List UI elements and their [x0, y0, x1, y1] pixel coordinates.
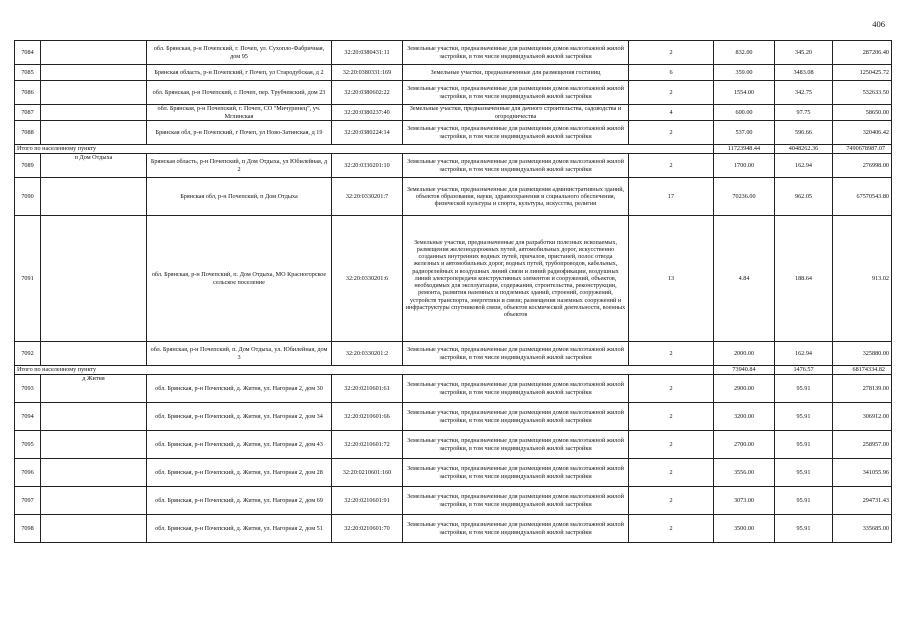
settlement-name — [41, 121, 147, 145]
record-number: 7089 — [15, 154, 41, 178]
table-row — [15, 65, 892, 81]
settlement-name: п Дом Отдыха — [41, 154, 147, 178]
land-use-type: Земельные участки, предназначенные для дачного строительства, садоводства и огородничества — [403, 105, 629, 121]
specific-value: 162.94 — [775, 342, 833, 366]
table-row — [15, 216, 892, 342]
area: 70236.00 — [714, 178, 775, 216]
table-row — [15, 121, 892, 145]
cadastral-value: 58650.00 — [833, 105, 892, 121]
registry-body — [15, 41, 892, 543]
record-number: 7088 — [15, 121, 41, 145]
use-group: 2 — [629, 81, 714, 105]
specific-value: 95.91 — [775, 375, 833, 403]
record-number: 7094 — [15, 403, 41, 431]
settlement-name — [41, 342, 147, 366]
use-group: 2 — [629, 431, 714, 459]
address: обл. Брянская, р-н Почепский, д. Житня, ул. Нагорная 2, дом 43 — [147, 431, 332, 459]
address: обл. Брянская, р-н Почепский, д. Житня, ул. Нагорная 2, дом 34 — [147, 403, 332, 431]
cadastral-number: 32:20:0210601:61 — [332, 375, 403, 403]
settlement-name — [41, 459, 147, 487]
table-row — [15, 154, 892, 178]
specific-value: 95.91 — [775, 459, 833, 487]
use-group: 2 — [629, 121, 714, 145]
record-number: 7086 — [15, 81, 41, 105]
total-area: 73940.84 — [714, 366, 775, 375]
total-value: 7490678987.07 — [833, 145, 892, 154]
cadastral-number: 32:20:0210601:91 — [332, 487, 403, 515]
settlement-name — [41, 403, 147, 431]
record-number: 7084 — [15, 41, 41, 65]
table-row — [15, 375, 892, 403]
cadastral-value: 532633.50 — [833, 81, 892, 105]
cadastral-number: 32:20:0330201:6 — [332, 216, 403, 342]
record-number: 7097 — [15, 487, 41, 515]
land-use-type: Земельные участки, предназначенные для размещения домов малоэтажной жилой застройки, в том числе индивидуальной жилой застройки — [403, 459, 629, 487]
address: обл. Брянская, р-н Почепский, г. Почеп, пер. Трубчевский, дом 23 — [147, 81, 332, 105]
land-use-type: Земельные участки, предназначенные для размещения гостиниц — [403, 65, 629, 81]
total-row — [15, 145, 892, 154]
cadastral-value: 278139.00 — [833, 375, 892, 403]
table-row — [15, 342, 892, 366]
total-row — [15, 366, 892, 375]
table-row — [15, 459, 892, 487]
address: Брянская обл, р-н Почепский, г Почеп, ул Ново-Затинская, д 19 — [147, 121, 332, 145]
record-number: 7085 — [15, 65, 41, 81]
land-use-type: Земельные участки, предназначенные для размещения административных зданий, объектов образования, науки, здравоохранения и социального обеспечения, физической культуры и спорта, культуры, искусства, религии — [403, 178, 629, 216]
specific-value: 345.20 — [775, 41, 833, 65]
cadastral-number: 32:20:0210601:72 — [332, 431, 403, 459]
specific-value: 95.91 — [775, 515, 833, 543]
cadastral-value: 1250425.72 — [833, 65, 892, 81]
record-number: 7092 — [15, 342, 41, 366]
cadastral-value: 276998.00 — [833, 154, 892, 178]
settlement-name — [41, 216, 147, 342]
land-use-type: Земельные участки, предназначенные для размещения домов малоэтажной жилой застройки, в том числе индивидуальной жилой застройки — [403, 487, 629, 515]
specific-value: 596.66 — [775, 121, 833, 145]
area: 2900.00 — [714, 375, 775, 403]
record-number: 7091 — [15, 216, 41, 342]
address: обл. Брянская, р-н Почепский, д. Житня, ул. Нагорная 2, дом 69 — [147, 487, 332, 515]
specific-value: 188.64 — [775, 216, 833, 342]
table-row — [15, 403, 892, 431]
land-use-type: Земельные участки, предназначенные для разработки полезных ископаемых, размещения железнодорожных путей, автомобильных дорог, искусственно созданных внутренних водных путей, причалов, пристаней, полос отвода железных и автомобильных дорог, водных путей, трубопроводов, кабельных, радиорелейных и воздушных линий связи и линий радиофикации, воздушных линий электропередачи конструктивных элементов и сооружений, объектов, необходимых для эксплуатации, содержания, строительства, реконструкции, ремонта, развития наземных и подземных зданий, строений, сооружений, устройств транспорта, энергетики и связи; размещения наземных сооружений и инфраструктуры спутниковой связи, объектов космической деятельности, военных объектов — [403, 216, 629, 342]
use-group: 13 — [629, 216, 714, 342]
table-row — [15, 41, 892, 65]
use-group: 17 — [629, 178, 714, 216]
specific-value: 97.75 — [775, 105, 833, 121]
cadastral-number: 32:20:0380224:14 — [332, 121, 403, 145]
cadastral-number: 32:20:0330201:7 — [332, 178, 403, 216]
area: 3200.00 — [714, 403, 775, 431]
use-group: 2 — [629, 154, 714, 178]
cadastral-number: 32:20:0380331:169 — [332, 65, 403, 81]
address: обл. Брянская, р-н Почепский, п. Дом Отдыха, МО Красногорское сельское поселение — [147, 216, 332, 342]
cadastral-value: 287206.40 — [833, 41, 892, 65]
cadastral-number: 32:20:0380431:11 — [332, 41, 403, 65]
use-group: 2 — [629, 375, 714, 403]
land-use-type: Земельные участки, предназначенные для размещения домов малоэтажной жилой застройки, в том числе индивидуальной жилой застройки — [403, 41, 629, 65]
record-number: 7095 — [15, 431, 41, 459]
settlement-name — [41, 81, 147, 105]
cadastral-number: 32:20:0380602:22 — [332, 81, 403, 105]
address: обл. Брянская, р-н Почепский, г. Почеп, ул. Сухопло-Фабричная, дом 95 — [147, 41, 332, 65]
area: 1700.00 — [714, 154, 775, 178]
area: 3556.00 — [714, 459, 775, 487]
use-group: 2 — [629, 342, 714, 366]
use-group: 2 — [629, 403, 714, 431]
specific-value: 962.05 — [775, 178, 833, 216]
cadastral-number: 32:20:0210601:160 — [332, 459, 403, 487]
specific-value: 162.94 — [775, 154, 833, 178]
cadastral-value: 320406.42 — [833, 121, 892, 145]
address: обл. Брянская, р-н Почепский, п. Дом Отдыха, ул. Юбилейная, дом 3 — [147, 342, 332, 366]
record-number: 7096 — [15, 459, 41, 487]
settlement-name — [41, 41, 147, 65]
use-group: 2 — [629, 41, 714, 65]
specific-value: 95.91 — [775, 431, 833, 459]
total-rate: 1476.57 — [775, 366, 833, 375]
cadastral-value: 294731.43 — [833, 487, 892, 515]
table-row — [15, 105, 892, 121]
table-row — [15, 81, 892, 105]
settlement-name — [41, 178, 147, 216]
total-area: 11723948.44 — [714, 145, 775, 154]
use-group: 2 — [629, 487, 714, 515]
use-group: 4 — [629, 105, 714, 121]
cadastral-value: 258957.00 — [833, 431, 892, 459]
settlement-name — [41, 105, 147, 121]
record-number: 7093 — [15, 375, 41, 403]
land-use-type: Земельные участки, предназначенные для размещения домов малоэтажной жилой застройки, в том числе индивидуальной жилой застройки — [403, 403, 629, 431]
area: 600.00 — [714, 105, 775, 121]
cadastral-number: 32:20:0210601:70 — [332, 515, 403, 543]
use-group: 6 — [629, 65, 714, 81]
cadastral-value: 306912.00 — [833, 403, 892, 431]
address: обл. Брянская, р-н Почепский, д. Житня, ул. Нагорная 2, дом 30 — [147, 375, 332, 403]
land-use-type: Земельные участки, предназначенные для размещения домов малоэтажной жилой застройки, в том числе индивидуальной жилой застройки — [403, 515, 629, 543]
land-use-type: Земельные участки, предназначенные для размещения домов малоэтажной жилой застройки, в том числе индивидуальной жилой застройки — [403, 375, 629, 403]
cadastral-value: 913.02 — [833, 216, 892, 342]
use-group: 2 — [629, 515, 714, 543]
total-value: 68174334.82 — [833, 366, 892, 375]
settlement-name — [41, 431, 147, 459]
settlement-name: д Житня — [41, 375, 147, 403]
land-use-type: Земельные участки, предназначенные для размещения домов малоэтажной жилой застройки, в том числе индивидуальной жилой застройки — [403, 154, 629, 178]
total-rate: 4048262.36 — [775, 145, 833, 154]
cadastral-number: 32:20:0330201:2 — [332, 342, 403, 366]
use-group: 2 — [629, 459, 714, 487]
cadastral-value: 335685.00 — [833, 515, 892, 543]
area: 3073.00 — [714, 487, 775, 515]
total-label: Итого по населенному пункту — [15, 366, 714, 375]
area: 359.00 — [714, 65, 775, 81]
area: 537.00 — [714, 121, 775, 145]
specific-value: 3483.08 — [775, 65, 833, 81]
table-row — [15, 515, 892, 543]
cadastral-value: 341055.96 — [833, 459, 892, 487]
area: 832.00 — [714, 41, 775, 65]
settlement-name — [41, 65, 147, 81]
specific-value: 95.91 — [775, 403, 833, 431]
area: 4.84 — [714, 216, 775, 342]
cadastral-number: 32:20:0330201:10 — [332, 154, 403, 178]
area: 1554.00 — [714, 81, 775, 105]
area: 2000.00 — [714, 342, 775, 366]
cadastral-number: 32:20:0210601:66 — [332, 403, 403, 431]
record-number: 7098 — [15, 515, 41, 543]
record-number: 7090 — [15, 178, 41, 216]
land-registry-table — [14, 40, 892, 543]
address: обл. Брянская, р-н Почепский, д. Житня, ул. Нагорная 2, дом 51 — [147, 515, 332, 543]
record-number: 7087 — [15, 105, 41, 121]
cadastral-value: 325880.00 — [833, 342, 892, 366]
table-row — [15, 178, 892, 216]
land-use-type: Земельные участки, предназначенные для размещения домов малоэтажной жилой застройки, в том числе индивидуальной жилой застройки — [403, 81, 629, 105]
page-number: 406 — [872, 19, 885, 29]
address: обл. Брянская, р-н Почепский, д. Житня, ул. Нагорная 2, дом 28 — [147, 459, 332, 487]
table-row — [15, 431, 892, 459]
area: 3500.00 — [714, 515, 775, 543]
cadastral-value: 67570543.80 — [833, 178, 892, 216]
address: обл. Брянская, р-н Почепский, г. Почеп, СО "Мичуринец", уч. Мглинская — [147, 105, 332, 121]
settlement-name — [41, 515, 147, 543]
cadastral-number: 32:20:0380237:40 — [332, 105, 403, 121]
table-row — [15, 487, 892, 515]
total-label: Итого по населенному пункту — [15, 145, 714, 154]
address: Брянская область, р-н Почепский, п Дом Отдыха, ул Юбилейная, д 2 — [147, 154, 332, 178]
specific-value: 342.75 — [775, 81, 833, 105]
land-use-type: Земельные участки, предназначенные для размещения домов малоэтажной жилой застройки, в том числе индивидуальной жилой застройки — [403, 431, 629, 459]
area: 2700.00 — [714, 431, 775, 459]
address: Брянская обл, р-н Почепский, п Дом Отдыха — [147, 178, 332, 216]
specific-value: 95.91 — [775, 487, 833, 515]
settlement-name — [41, 487, 147, 515]
land-use-type: Земельные участки, предназначенные для размещения домов малоэтажной жилой застройки, в том числе индивидуальной жилой застройки — [403, 121, 629, 145]
address: Брянская область, р-н Почепский, г Почеп, ул Стародубская, д 2 — [147, 65, 332, 81]
land-use-type: Земельные участки, предназначенные для размещения домов малоэтажной жилой застройки, в том числе индивидуальной жилой застройки — [403, 342, 629, 366]
